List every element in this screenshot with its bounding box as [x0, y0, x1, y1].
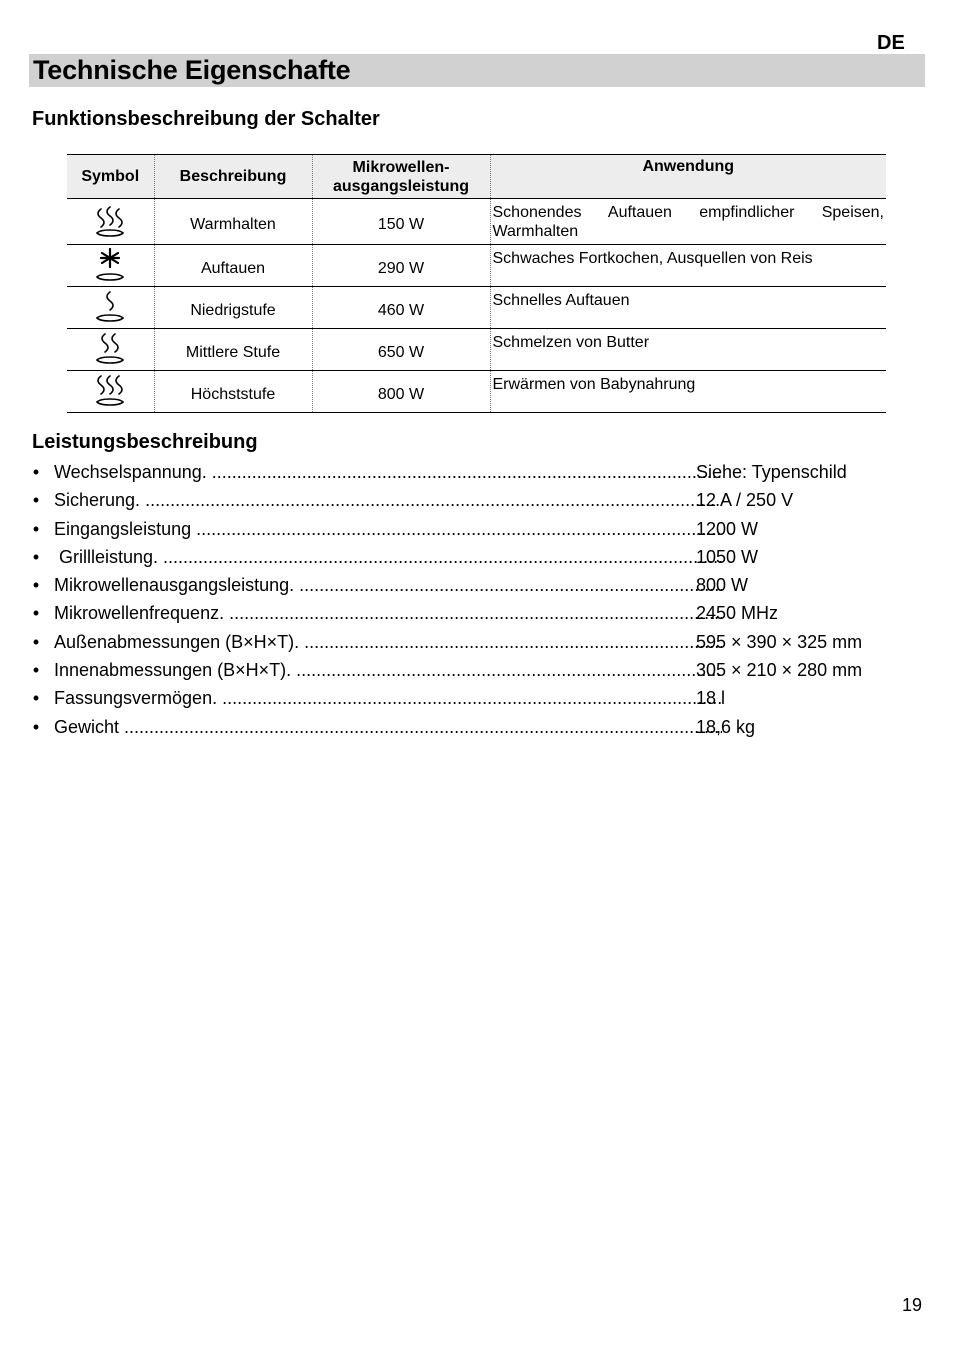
- list-item: [32, 571, 892, 599]
- switch-function-table: [67, 154, 886, 413]
- spec-value: 595 × 390 × 325 mm: [696, 631, 863, 652]
- bullet: •: [32, 462, 40, 482]
- description-cell: Niedrigstufe: [154, 287, 312, 329]
- bullet: •: [32, 490, 40, 511]
- application-cell: Schonendes Auftauen empfindlicher Speisen, Warmhalten: [490, 199, 886, 245]
- column-header-output: [312, 155, 490, 199]
- output-cell: 290 W: [312, 245, 490, 287]
- performance-section-heading: Leistungsbeschreibung: [32, 431, 258, 453]
- spec-label: Fassungsvermögen. .....: [54, 684, 722, 712]
- list-item: [32, 515, 892, 543]
- table-row: [67, 245, 886, 287]
- bullet: •: [32, 575, 40, 596]
- spec-label: Mikrowellenausgangsleistung. .....: [54, 571, 722, 599]
- list-item: [32, 656, 892, 684]
- language-tag: DE: [877, 32, 905, 54]
- spec-value: 1050 W: [696, 546, 759, 567]
- description-cell: Warmhalten: [154, 199, 312, 245]
- output-cell: 150 W: [312, 199, 490, 245]
- function-section-heading: Funktionsbeschreibung der Schalter: [32, 108, 380, 130]
- bullet: •: [32, 660, 40, 681]
- output-cell: 800 W: [312, 371, 490, 413]
- title-bar: [29, 54, 925, 87]
- description-cell: Mittlere Stufe: [154, 329, 312, 371]
- table-row: [67, 371, 886, 413]
- application-cell: Schmelzen von Butter: [490, 329, 886, 371]
- keep-warm-icon: [92, 201, 128, 243]
- performance-spec-list: [32, 458, 892, 741]
- spec-label: Innenabmessungen (B×H×T). .....: [54, 656, 722, 684]
- column-header-description: Beschreibung: [154, 155, 312, 199]
- bullet: •: [32, 603, 40, 624]
- list-item: [32, 628, 892, 656]
- table-row: [67, 329, 886, 371]
- list-item: [32, 713, 892, 741]
- list-item: [32, 599, 892, 627]
- bullet: •: [32, 688, 40, 709]
- symbol-cell: [67, 371, 154, 413]
- output-cell: 460 W: [312, 287, 490, 329]
- list-item: [32, 486, 892, 514]
- column-header-symbol: Symbol: [67, 155, 154, 199]
- table-header-row: [67, 155, 886, 199]
- symbol-cell: [67, 245, 154, 287]
- spec-label: Gewicht .....: [54, 713, 722, 741]
- symbol-cell: [67, 199, 154, 245]
- application-cell: Schnelles Auftauen: [490, 287, 886, 329]
- table-row: [67, 199, 886, 245]
- column-header-application: Anwendung: [490, 155, 886, 199]
- symbol-cell: [67, 329, 154, 371]
- spec-label: Wechselspannung. .....: [54, 458, 722, 486]
- spec-label: Mikrowellenfrequenz. .....: [54, 599, 722, 627]
- spec-label: Eingangsleistung .....: [54, 515, 722, 543]
- medium-power-icon: [92, 330, 128, 370]
- page-number: 19: [902, 1295, 923, 1315]
- column-header-output-line2: ausgangsleistung: [332, 177, 470, 195]
- spec-value: Siehe: Typenschild: [696, 462, 847, 482]
- spec-label: Außenabmessungen (B×H×T). .....: [54, 628, 722, 656]
- description-cell: Auftauen: [154, 245, 312, 287]
- spec-value: 18 l: [696, 688, 726, 709]
- symbol-cell: [67, 287, 154, 329]
- page-title: Technische Eigenschafte: [33, 55, 351, 85]
- bullet: •: [32, 518, 40, 539]
- spec-value: 2450 MHz: [696, 603, 779, 624]
- output-cell: 650 W: [312, 329, 490, 371]
- list-item: [32, 458, 892, 486]
- column-header-output-line1: Mikrowellen-: [352, 158, 450, 176]
- application-cell: Schwaches Fortkochen, Ausquellen von Reis: [490, 245, 886, 287]
- high-power-icon: [92, 372, 128, 412]
- low-power-icon: [92, 288, 128, 328]
- spec-value: 800 W: [696, 575, 749, 596]
- bullet: •: [32, 546, 40, 567]
- table-row: [67, 287, 886, 329]
- spec-value: 305 × 210 × 280 mm: [696, 660, 863, 681]
- list-item: [32, 543, 892, 571]
- application-cell: Erwärmen von Babynahrung: [490, 371, 886, 413]
- defrost-icon: [92, 246, 128, 286]
- spec-label: Sicherung. .....: [54, 486, 722, 514]
- bullet: •: [32, 716, 40, 737]
- spec-value: 12 A / 250 V: [696, 490, 794, 511]
- spec-label: Grillleistung. .....: [54, 543, 722, 571]
- description-cell: Höchststufe: [154, 371, 312, 413]
- spec-value: 1200 W: [696, 518, 759, 539]
- bullet: •: [32, 631, 40, 652]
- spec-value: 18,6 kg: [696, 716, 756, 737]
- list-item: [32, 684, 892, 712]
